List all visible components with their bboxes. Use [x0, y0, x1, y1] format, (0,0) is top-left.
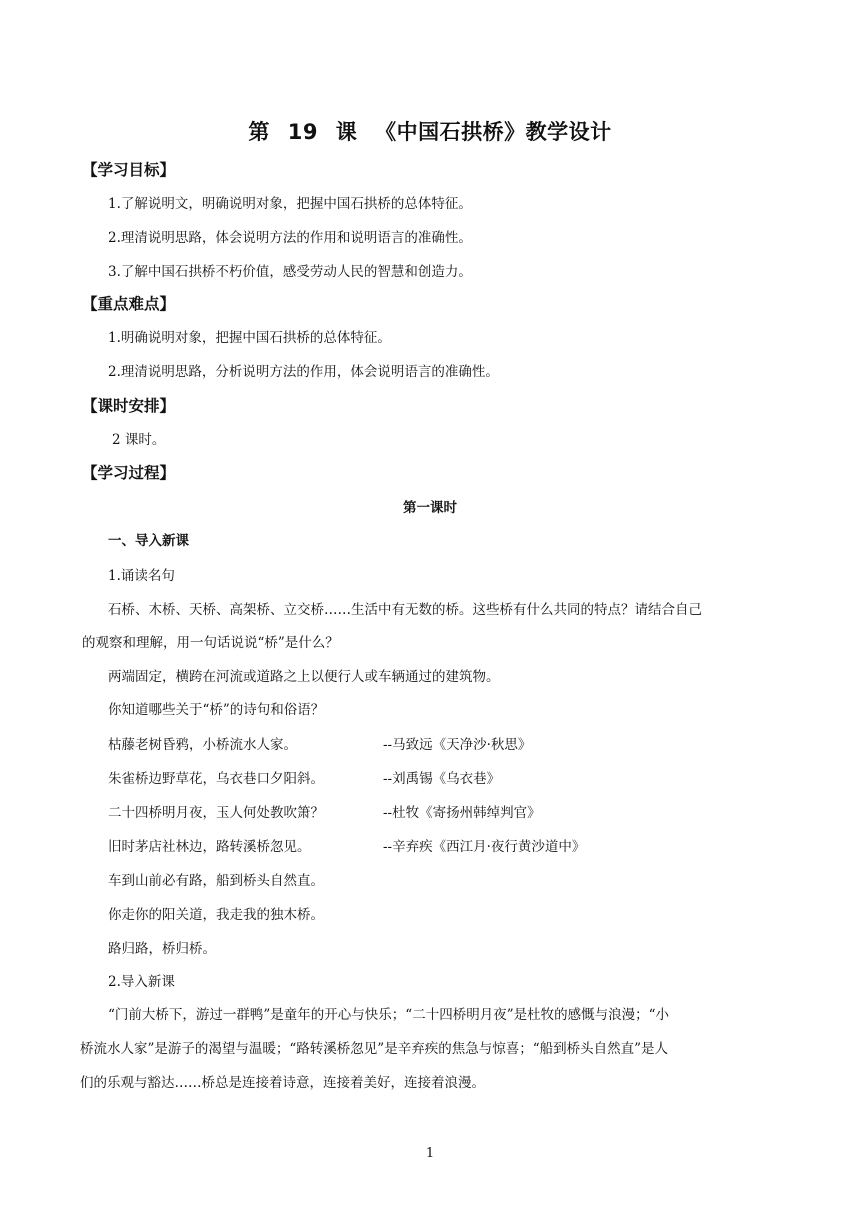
question-text: 你知道哪些关于“桥”的诗句和俗语？ — [108, 702, 325, 718]
poem-source: --辛弃疾《西江月·夜行黄沙道中》 — [383, 839, 586, 855]
answer-text: 两端固定，横跨在河流或道路之上以便行人或车辆通过的建筑物。 — [108, 669, 500, 685]
para2-line3: 们的乐观与豁达……桥总是连接着诗意，连接着美好，连接着浪漫。 — [80, 1075, 485, 1091]
goals-heading: 【学习目标】 — [82, 161, 176, 179]
proverb-row — [108, 869, 324, 889]
para1-line1: 石桥、木桥、天桥、高架桥、立交桥……生活中有无数的桥。这些桥有什么共同的特点？请结合自己 — [108, 602, 702, 618]
goal-item: 1.了解说明文，明确说明对象，把握中国石拱桥的总体特征。 — [108, 196, 472, 212]
step2-title: 2.导入新课 — [108, 974, 175, 990]
poem-line: 旧时茅店社林边，路转溪桥忽见。 — [108, 839, 311, 855]
key-points-heading: 【重点难点】 — [82, 295, 176, 313]
para2-line1: “门前大桥下，游过一群鸭”是童年的开心与快乐；“二十四桥明月夜”是杜牧的感慨与浪漫；“小 — [108, 1007, 670, 1023]
poem-source: --杜牧《寄扬州韩绰判官》 — [383, 805, 541, 821]
poem-row — [108, 835, 586, 855]
proverb-line: 车到山前必有路，船到桥头自然直。 — [108, 873, 324, 889]
proverb-line: 路归路，桥归桥。 — [108, 941, 216, 957]
step1-title: 1.诵读名句 — [108, 568, 175, 584]
proverb-line: 你走你的阳关道，我走我的独木桥。 — [108, 907, 324, 923]
page-number: 1 — [425, 1146, 435, 1161]
goal-item: 2.理清说明思路，体会说明方法的作用和说明语言的准确性。 — [108, 230, 472, 246]
para2-line2: 桥流水人家”是游子的渴望与温暖；“路转溪桥忽见”是辛弃疾的焦急与惊喜；“船到桥头自然直”是人 — [80, 1041, 669, 1057]
proverb-row — [108, 937, 216, 957]
poem-row — [108, 801, 541, 821]
poem-line: 二十四桥明月夜，玉人何处教吹箫？ — [108, 805, 324, 821]
part1-title: 一、导入新课 — [108, 533, 189, 549]
poem-row — [108, 733, 532, 753]
lesson-title: 第一课时 — [403, 500, 457, 516]
goal-item: 3.了解中国石拱桥不朽价值，感受劳动人民的智慧和创造力。 — [108, 264, 472, 280]
document-title: 第 19 课 《中国石拱桥》教学设计 — [248, 120, 612, 144]
poem-line: 枯藤老树昏鸦，小桥流水人家。 — [108, 737, 297, 753]
poem-source: --刘禹锡《乌衣巷》 — [383, 771, 501, 787]
poem-row — [108, 767, 501, 787]
poem-source: --马致远《天净沙·秋思》 — [383, 737, 532, 753]
para1-line2: 的观察和理解，用一句话说说“桥”是什么？ — [82, 635, 339, 651]
key-point-item: 1.明确说明对象，把握中国石拱桥的总体特征。 — [108, 330, 391, 346]
key-point-item: 2.理清说明思路，分析说明方法的作用，体会说明语言的准确性。 — [108, 364, 499, 380]
proverb-row — [108, 903, 324, 923]
schedule-heading: 【课时安排】 — [82, 397, 176, 415]
schedule-text: 2 课时。 — [112, 432, 166, 448]
poem-line: 朱雀桥边野草花，乌衣巷口夕阳斜。 — [108, 771, 324, 787]
process-heading: 【学习过程】 — [82, 464, 176, 482]
